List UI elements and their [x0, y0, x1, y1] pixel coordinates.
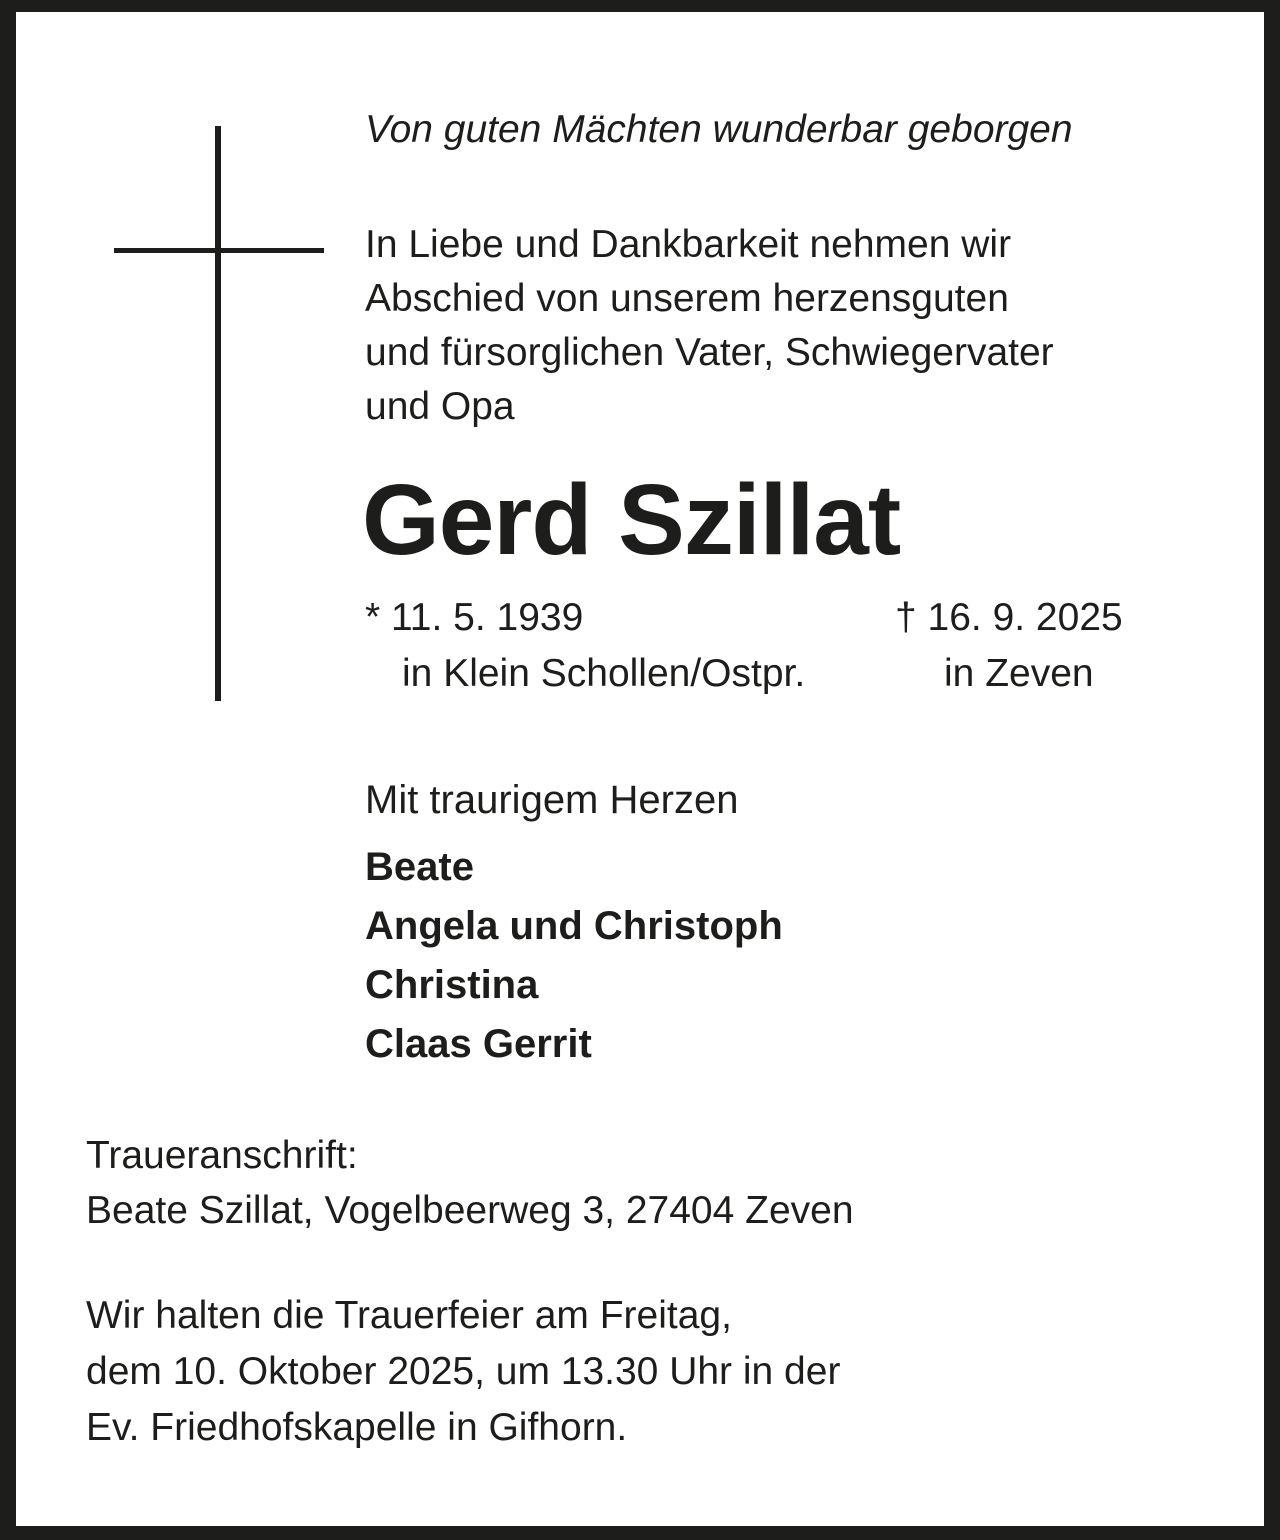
deceased-name: Gerd Szillat [362, 464, 901, 576]
intro-line: Abschied von unserem herzensguten [365, 277, 1009, 320]
funeral-service-info [86, 1288, 840, 1456]
cross-icon-crossbar [114, 248, 324, 253]
service-line: Ev. Friedhofskapelle in Gifhorn. [86, 1406, 628, 1449]
intro-line: In Liebe und Dankbarkeit nehmen wir [365, 223, 1012, 266]
address-value: Beate Szillat, Vogelbeerweg 3, 27404 Zeven [86, 1189, 854, 1232]
mourning-address [86, 1128, 854, 1238]
cross-icon [215, 126, 221, 701]
family-member: Angela und Christoph [365, 904, 783, 948]
intro-text [365, 218, 1054, 434]
family-member: Beate [365, 845, 474, 889]
mourning-line: Mit traurigem Herzen [365, 778, 739, 822]
family-member: Claas Gerrit [365, 1022, 592, 1066]
death-place: in Zeven [944, 652, 1094, 695]
intro-line: und fürsorglichen Vater, Schwiegervater [365, 331, 1054, 374]
intro-line: und Opa [365, 385, 515, 428]
family-member: Christina [365, 963, 539, 1007]
address-label: Traueranschrift: [86, 1134, 358, 1177]
family-list [365, 838, 783, 1074]
death-date: † 16. 9. 2025 [895, 596, 1123, 639]
birth-place: in Klein Schollen/Ostpr. [402, 652, 806, 695]
service-line: dem 10. Oktober 2025, um 13.30 Uhr in der [86, 1350, 841, 1393]
service-line: Wir halten die Trauerfeier am Freitag, [86, 1294, 732, 1337]
motto-line: Von guten Mächten wunderbar geborgen [365, 108, 1073, 151]
birth-date: * 11. 5. 1939 [365, 596, 584, 639]
